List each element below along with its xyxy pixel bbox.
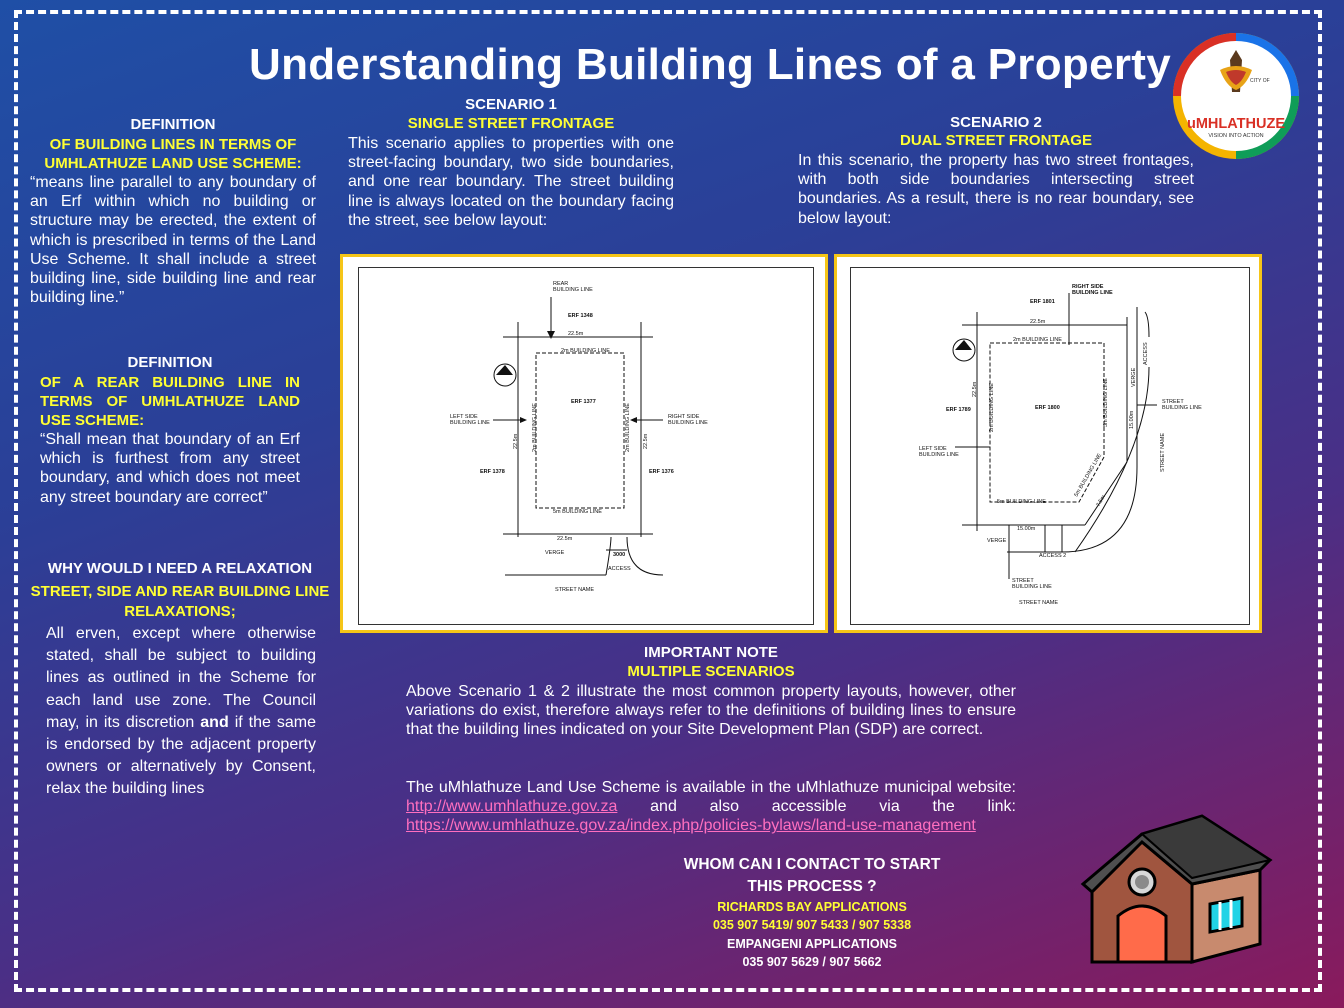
- d1-bl-left: 2m BUILDING LINE: [532, 403, 538, 452]
- d2-erf-center: ERF 1800: [1035, 405, 1060, 411]
- emp-label: EMPANGENI APPLICATIONS: [727, 937, 897, 951]
- d2-access-right: ACCESS: [1143, 342, 1149, 365]
- d1-left-label-2: BUILDING LINE: [450, 420, 490, 426]
- note-para1: Above Scenario 1 & 2 illustrate the most common property layouts, however, other variations do exist, therefore always refer to the definitions of building lines to ensure that the building lines indicated on your Site Development Plan (SDP) are correct.: [406, 683, 1016, 739]
- def1-subheading: OF BUILDING LINES IN TERMS OF UMHLATHUZE LAND USE SCHEME:: [44, 136, 302, 172]
- d2-corner-dim: 7.5m: [1095, 494, 1107, 508]
- note-para2-a: The uMhlathuze Land Use Scheme is available in the uMhlathuze municipal website:: [406, 779, 1016, 796]
- d1-right-label-1: RIGHT SIDE: [668, 414, 700, 420]
- relax-subheading-2: RELAXATIONS;: [124, 603, 236, 620]
- d2-erf-left: ERF 1789: [946, 407, 971, 413]
- contact-heading-1: WHOM CAN I CONTACT TO START: [683, 856, 941, 873]
- d2-left-label-1: LEFT SIDE: [919, 446, 947, 452]
- d1-access: ACCESS: [608, 566, 631, 572]
- d2-bl-left: 2m BUILDING LINE: [989, 383, 995, 432]
- relax-text-b: if the same is endorsed by the adjacent property owners or alternatively by Consent, relax the building lines: [46, 713, 316, 798]
- relax-heading: WHY WOULD I NEED A RELAXATION: [47, 560, 313, 577]
- d2-width-top: 22.5m: [1030, 319, 1046, 325]
- house-icon: [1080, 812, 1276, 972]
- note-para2-b: and also accessible via the link:: [617, 798, 1016, 816]
- d2-right-label-2: BUILDING LINE: [1072, 290, 1113, 296]
- def2-heading: DEFINITION: [127, 354, 213, 371]
- scenario1-heading: SCENARIO 1: [465, 96, 557, 113]
- def1-heading: DEFINITION: [130, 116, 216, 133]
- scenario2-diagram: [834, 254, 1262, 633]
- def2-text: “Shall mean that boundary of an Erf which is furthest from any street boundary, and which does not meet any street boundary are correct”: [40, 431, 300, 506]
- d1-erf-top: ERF 1348: [568, 313, 593, 319]
- d2-bl-corner: 5m BUILDING LINE: [1073, 452, 1104, 498]
- rb-phone: 035 907 5419/ 907 5433 / 907 5338: [712, 918, 912, 932]
- d2-street-right: STREET NAME: [1160, 432, 1166, 472]
- rb-label: RICHARDS BAY APPLICATIONS: [717, 900, 907, 914]
- d1-bl-bottom: 5m BUILDING LINE: [553, 509, 602, 515]
- scenario1-diagram: [340, 254, 828, 633]
- d1-street: STREET NAME: [555, 587, 595, 593]
- d2-left-label-2: BUILDING LINE: [919, 452, 959, 458]
- def1-text: “means line parallel to any boundary of an Erf within which no building or structure may be erected, the extent of which is prescribed in terms of the Land Use Scheme. It shall include a street building line, side building line and rear building line.”: [30, 174, 316, 307]
- d1-depth-right: 22.5m: [643, 433, 649, 449]
- d1-width-bottom: 22.5m: [557, 536, 573, 542]
- d2-erf-top: ERF 1801: [1030, 299, 1055, 305]
- d2-bl-right: 5m BUILDING LINE: [1103, 378, 1109, 427]
- emp-phone: 035 907 5629 / 907 5662: [742, 955, 882, 969]
- relax-subheading-1: STREET, SIDE AND REAR BUILDING LINE: [30, 583, 330, 600]
- d2-depth-right: 15.00m: [1129, 410, 1135, 429]
- d1-left-label-1: LEFT SIDE: [450, 414, 478, 420]
- d2-width-bottom: 15.00m: [1017, 526, 1036, 532]
- d2-street: STREET NAME: [1019, 600, 1059, 606]
- d1-bl-right: 2m BUILDING LINE: [625, 403, 631, 452]
- d1-verge: VERGE: [545, 550, 565, 556]
- note-para2: [406, 778, 1016, 836]
- d2-verge: VERGE: [987, 538, 1007, 544]
- logo-tagline: VISION INTO ACTION: [1208, 133, 1264, 139]
- relax-text-bold: and: [200, 713, 229, 731]
- contact-heading-2: THIS PROCESS ?: [747, 878, 877, 895]
- d1-rear-label-1: REAR: [553, 281, 569, 287]
- scenario2-text: In this scenario, the property has two street frontages, with both side boundaries intersecting street boundaries. As a result, there is no rear boundary, see below layout:: [798, 152, 1194, 227]
- d1-bl-top: 2m BUILDING LINE: [561, 348, 610, 354]
- d1-depth-left: 22.5m: [513, 433, 519, 449]
- scenario2-subheading: DUAL STREET FRONTAGE: [900, 132, 1092, 149]
- website-link[interactable]: http://www.umhlathuze.gov.za: [406, 798, 618, 816]
- d2-bl-top: 2m BUILDING LINE: [1013, 337, 1062, 343]
- land-use-scheme-link[interactable]: https://www.umhlathuze.gov.za/index.php/policies-bylaws/land-use-management: [406, 817, 976, 835]
- d2-street-label-2: BUILDING LINE: [1162, 405, 1202, 411]
- d1-right-label-2: BUILDING LINE: [668, 420, 708, 426]
- d2-street-label-1: STREET: [1162, 399, 1184, 405]
- scenario1-text: This scenario applies to properties with one street-facing boundary, two side boundaries, and one rear boundary. The street building line is always located on the boundary facing the street, see below layout:: [348, 135, 674, 229]
- d2-depth-left: 22.5m: [972, 381, 978, 397]
- d2-street-bl-1: STREET: [1012, 578, 1034, 584]
- page-title: Understanding Building Lines of a Property: [249, 40, 1171, 89]
- d1-erf-center: ERF 1377: [571, 399, 596, 405]
- note-subheading: MULTIPLE SCENARIOS: [627, 663, 795, 680]
- scenario1-subheading: SINGLE STREET FRONTAGE: [407, 115, 615, 132]
- d1-width-top: 22.5m: [568, 331, 584, 337]
- d1-rear-label-2: BUILDING LINE: [553, 287, 593, 293]
- def2-subheading: OF A REAR BUILDING LINE IN TERMS OF UMHLATHUZE LAND USE SCHEME:: [40, 374, 300, 429]
- d1-erf-left: ERF 1378: [480, 469, 505, 475]
- note-heading: IMPORTANT NOTE: [644, 644, 778, 661]
- d1-access-width: 3000: [613, 552, 626, 558]
- d2-verge-right: VERGE: [1131, 367, 1137, 387]
- d2-right-label-1: RIGHT SIDE: [1072, 284, 1104, 290]
- scenario2-heading: SCENARIO 2: [950, 114, 1042, 131]
- d2-street-bl-2: BUILDING LINE: [1012, 584, 1052, 590]
- logo-top-text: CITY OF: [1250, 78, 1270, 84]
- d2-access2: ACCESS 2: [1039, 553, 1067, 559]
- relax-text-a: All erven, except where otherwise stated, shall be subject to building lines as outlined in the Scheme for each land use zone. The Council may, in its discretion: [46, 625, 316, 731]
- logo-name: uMHLATHUZE: [1187, 116, 1285, 132]
- relax-text: [46, 623, 316, 801]
- d1-erf-right: ERF 1376: [649, 469, 674, 475]
- d2-bl-bottom: 5m BUILDING LINE: [997, 499, 1046, 505]
